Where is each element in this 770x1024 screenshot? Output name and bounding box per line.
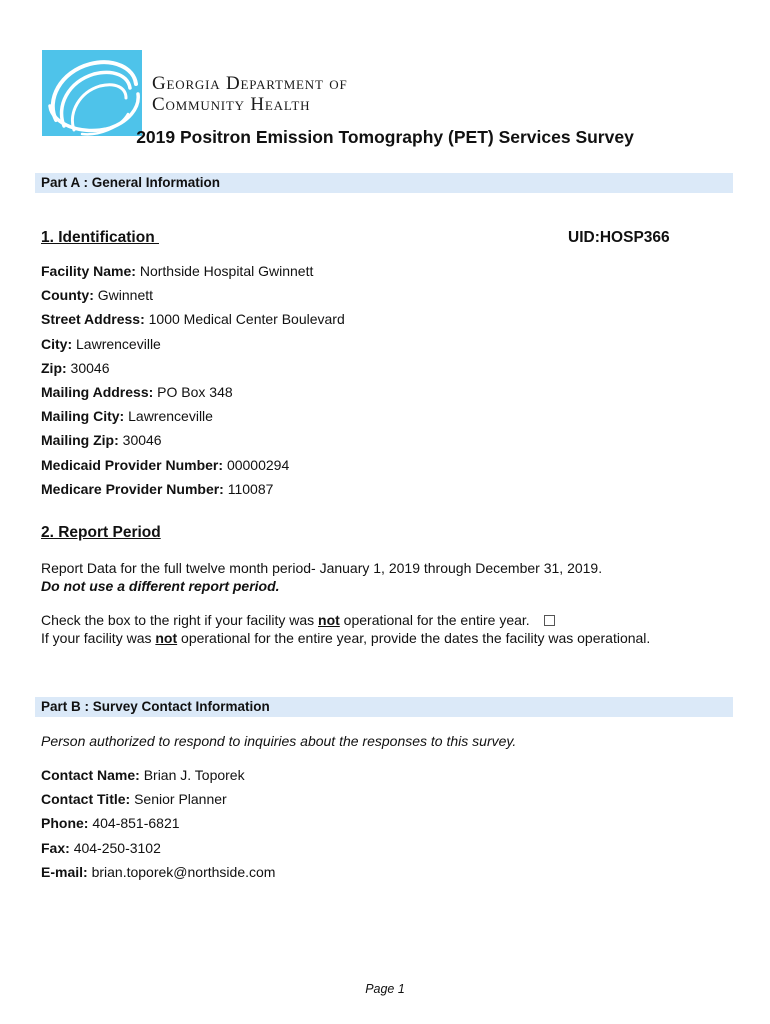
field-label: City:	[41, 335, 73, 352]
field-value: 404-250-3102	[73, 839, 161, 856]
field-label: Mailing Zip:	[41, 432, 119, 449]
field-label: Phone:	[41, 815, 89, 832]
field-label: Medicaid Provider Number:	[41, 456, 224, 473]
dates-text-pre: If your facility was	[41, 630, 156, 646]
check-text-emph: not	[318, 612, 340, 628]
gdch-logo-icon	[42, 50, 142, 136]
check-text-post: operational for the entire year.	[339, 612, 530, 628]
part-a-heading: Part A : General Information	[35, 173, 733, 193]
document-title: 2019 Positron Emission Tomography (PET) Services Survey	[136, 127, 634, 147]
field-row	[41, 406, 345, 430]
field-label: County:	[41, 287, 94, 304]
not-operational-checkbox[interactable]	[544, 615, 555, 626]
report-period-text	[41, 559, 602, 595]
field-row	[41, 813, 275, 837]
operational-text	[41, 611, 650, 647]
field-row	[41, 382, 345, 406]
uid-label: UID:HOSP366	[568, 229, 670, 246]
field-row	[41, 285, 345, 309]
field-value: 1000 Medical Center Boulevard	[148, 311, 345, 328]
field-label: Fax:	[41, 839, 70, 856]
field-value: PO Box 348	[157, 383, 233, 400]
identification-fields	[41, 261, 345, 503]
report-period-warning: Do not use a different report period.	[41, 578, 280, 594]
field-value: Brian J. Toporek	[143, 767, 245, 783]
field-row	[41, 789, 275, 813]
page-number: Page 1	[365, 982, 405, 996]
organization-name	[152, 73, 348, 115]
field-value: Northside Hospital Gwinnett	[139, 263, 314, 279]
check-text-pre: Check the box to the right if your facility was	[41, 612, 319, 628]
field-label: Medicare Provider Number:	[41, 480, 224, 497]
part-b-heading: Part B : Survey Contact Information	[35, 697, 733, 717]
report-period-line1: Report Data for the full twelve month period- January 1, 2019 through December 31, 2019.	[41, 560, 603, 576]
contact-note: Person authorized to respond to inquiries about the responses to this survey.	[41, 733, 517, 749]
field-row	[41, 430, 345, 454]
dates-text-post: operational for the entire year, provide the dates the facility was operational.	[177, 630, 651, 646]
field-value: 00000294	[226, 456, 290, 473]
field-row	[41, 862, 275, 886]
contact-fields	[41, 765, 275, 886]
field-row	[41, 765, 275, 789]
field-row	[41, 479, 345, 503]
field-label: E-mail:	[41, 863, 88, 880]
identification-heading: 1. Identification	[41, 229, 159, 246]
report-period-heading: 2. Report Period	[41, 524, 161, 541]
org-name-line1: Georgia Department of	[152, 73, 348, 94]
dates-text-emph: not	[155, 630, 178, 646]
field-label: Mailing City:	[41, 408, 125, 425]
field-row	[41, 309, 345, 333]
field-label: Contact Title:	[41, 791, 131, 808]
field-row	[41, 455, 345, 479]
field-value: 30046	[122, 432, 162, 449]
field-value: 404-851-6821	[92, 815, 180, 832]
field-label: Facility Name:	[41, 263, 136, 279]
field-row	[41, 838, 275, 862]
org-name-line2: Community Health	[152, 94, 311, 115]
field-label: Zip:	[41, 359, 67, 376]
field-value: 110087	[227, 480, 274, 497]
field-value: Senior Planner	[134, 791, 227, 808]
field-value: Lawrenceville	[128, 408, 213, 425]
field-label: Street Address:	[41, 311, 145, 328]
field-value: brian.toporek@northside.com	[91, 863, 276, 880]
field-row	[41, 334, 345, 358]
field-label: Contact Name:	[41, 767, 140, 783]
field-row	[41, 261, 345, 285]
field-label: Mailing Address:	[41, 383, 154, 400]
field-row	[41, 358, 345, 382]
field-value: Lawrenceville	[76, 335, 161, 352]
field-value: 30046	[70, 359, 110, 376]
field-value: Gwinnett	[97, 287, 154, 304]
